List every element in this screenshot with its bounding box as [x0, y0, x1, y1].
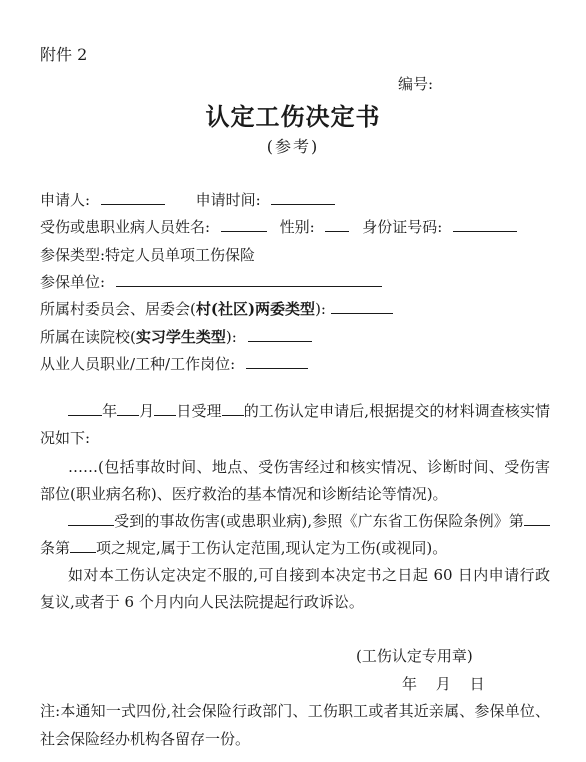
gender-label: 性别:: [279, 218, 315, 236]
committee-label-bold: 村(社区)两委类型: [195, 300, 316, 318]
school-label-prefix: 所属在读院校(: [40, 328, 136, 346]
occupation-row: [40, 353, 308, 374]
p1-year: 年: [102, 402, 118, 420]
insurance-type: 参保类型:特定人员单项工伤保险: [40, 246, 256, 264]
applicant-label: 申请人:: [40, 191, 91, 209]
body-paragraph-2: ……(包括事故时间、地点、受伤害经过和核实情况、诊断时间、受伤害部位(职业病名称)、医疗救治的基本情况和诊断结论等情况)。: [40, 458, 550, 503]
injured-name-label: 受伤或患职业病人员姓名:: [40, 218, 211, 236]
apply-time-blank: [271, 189, 335, 205]
signature-date: [402, 673, 485, 694]
applicant-blank: [101, 189, 165, 205]
month-blank: [117, 400, 139, 416]
school-row: [40, 326, 312, 347]
official-seal-label: (工伤认定专用章): [356, 647, 473, 665]
p3-part-b: 条第: [40, 539, 71, 557]
body-paragraph-3: [40, 508, 550, 562]
applicant-row: [40, 189, 335, 210]
injured-name-blank: [221, 216, 267, 232]
school-label-bold: 实习学生类型: [135, 328, 226, 346]
date-day: 日: [469, 675, 485, 693]
id-number-blank: [453, 216, 517, 232]
person-blank: [68, 510, 114, 526]
gender-blank: [325, 216, 349, 232]
insured-unit-label: 参保单位:: [40, 273, 106, 291]
footnote: 注:本通知一式四份,社会保险行政部门、工伤职工或者其近亲属、参保单位、社会保险经办机构各留存一份。: [40, 702, 550, 748]
day-blank: [154, 400, 176, 416]
item-blank: [70, 537, 96, 553]
body-paragraph-4: 如对本工伤认定决定不服的,可自接到本决定书之日起 60 日内申请行政复议,或者于 6 个月内向人民法院提起行政诉讼。: [40, 566, 550, 611]
page-title: 认定工伤决定书: [205, 102, 381, 131]
page-subtitle: (参考): [266, 137, 320, 156]
attachment-label: 附件 2: [40, 45, 88, 64]
date-month: 月: [435, 675, 451, 693]
school-blank: [248, 326, 312, 342]
apply-time-label: 申请时间:: [195, 191, 261, 209]
date-year: 年: [402, 675, 418, 693]
p1-month: 月: [139, 402, 155, 420]
article-blank: [524, 510, 550, 526]
year-blank: [68, 400, 102, 416]
occupation-blank: [246, 353, 308, 369]
p3-part-a: 受到的事故伤害(或患职业病),参照《广东省工伤保险条例》第: [114, 512, 524, 530]
insured-unit-row: [40, 271, 382, 292]
serial-number-label: 编号:: [398, 75, 434, 93]
committee-label-prefix: 所属村委员会、居委会(: [40, 300, 196, 318]
insured-unit-blank: [116, 271, 382, 287]
p1-rest: 的工伤认定申请后,根据提交的材料调查核实情况如下:: [40, 402, 550, 447]
committee-row: [40, 298, 393, 319]
committee-label-suffix: ):: [315, 300, 326, 318]
school-label-suffix: ):: [225, 328, 237, 346]
p1-day: 日受理: [176, 402, 222, 420]
body-paragraph-1: [40, 398, 550, 452]
committee-blank: [331, 298, 393, 314]
p3-part-c: 项之规定,属于工伤认定范围,现认定为工伤(或视同)。: [96, 539, 448, 557]
injured-person-row: [40, 216, 517, 237]
accepted-blank: [222, 400, 244, 416]
id-number-label: 身份证号码:: [362, 218, 443, 236]
occupation-label: 从业人员职业/工种/工作岗位:: [40, 355, 236, 373]
